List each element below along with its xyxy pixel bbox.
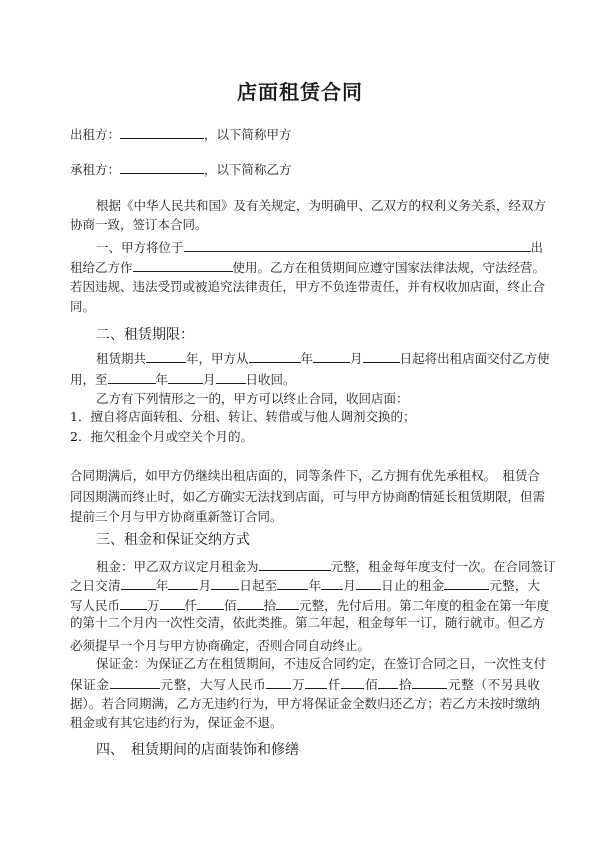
line-text: 租金：甲乙双方议定月租金为 [96,559,259,574]
lessee-label: 承租方： [70,162,121,177]
line-text: 日起至 [239,578,278,593]
line-text: 乙方有下列情形之一的，甲方可以终止合同，收回店面： [96,391,409,406]
line-text: 据）。若合同期满，乙方无违约行为，甲方将保证金全数归还乙方；若乙方未按时缴纳 [70,696,540,711]
line-text: 的第十二个月内一次性交清，依此类推。第二年起，租金每年一订，随行就市。但乙方 [70,615,546,630]
line-text: 月 [203,372,216,387]
line-text: 元整，先付后用。第二年度的租金在第一年度 [299,598,550,613]
contract-line [70,370,540,389]
line-text: 年，甲方从 [186,351,249,366]
contract-line [70,557,556,576]
line-text: 万 [291,677,306,692]
fill-in-blank [277,576,308,590]
lessor-label: 出租方： [70,127,121,142]
fill-in-blank [160,596,185,610]
line-text: 同因期满而终止时，如乙方确实无法找到店面，可与甲方协商酌情延长租赁期限，但需 [70,489,546,504]
section-heading [70,741,540,759]
line-text: 年 [308,578,322,593]
contract-line [70,508,540,526]
contract-line [70,390,540,408]
contract-line [70,488,546,506]
lessee-line [70,160,292,178]
fill-in-blank [341,675,364,689]
contract-line [70,695,540,713]
fill-in-blank [249,349,301,363]
contract-line [70,197,547,215]
contract-line [70,349,550,368]
line-text: 协商一致，签订本合同。 [70,217,208,232]
fill-in-blank [211,576,239,590]
lessor-line [70,125,292,143]
line-text: 一、甲方将位于 [96,240,184,255]
fill-in-blank [305,675,327,689]
line-text: 日起将出租店面交付乙方使 [399,351,550,366]
line-text: 佰 [364,677,379,692]
lessee-blank [120,160,204,174]
line-text: 根据《中华人民共和国》及有关规定，为明确甲、乙双方的权利义务关系，经双方 [96,198,547,213]
line-text: 佰 [224,598,237,613]
line-text: 租金或有其它违约行为，保证金不退。 [70,715,283,730]
fill-in-blank [237,596,264,610]
fill-in-blank [259,557,331,571]
contract-line [70,278,546,296]
line-text: 年 [155,578,169,593]
contract-line [70,714,540,732]
line-text: 元整，大写人民币 [159,677,267,692]
lessor-suffix: ，以下简称甲方 [204,127,292,142]
line-text: 二、租赁期限： [96,327,194,343]
section-heading [70,326,540,344]
fill-in-blank [321,576,343,590]
contract-line [70,238,544,257]
line-text: 三、租金和保证交纳方式 [96,532,250,548]
contract-line [70,428,540,446]
fill-in-blank [133,258,233,272]
fill-in-blank [108,370,156,384]
fill-in-blank [168,370,203,384]
line-text: 提前三个月与甲方协商重新签订合同。 [70,509,283,524]
fill-in-blank [444,576,489,590]
line-text: 用，至 [70,372,108,387]
line-text: 日止的租金 [380,578,445,593]
fill-in-blank [276,596,299,610]
fill-in-blank [197,596,224,610]
fill-in-blank [412,675,447,689]
line-text: 拾 [263,598,277,613]
line-text: 若因违规、违法受罚或被追究法律责任，甲方不负连带责任，并有权收加店面，终止合 [70,279,546,294]
line-text: 月 [350,351,363,366]
contract-line [70,655,547,673]
line-text: 出 [530,240,544,255]
lessee-suffix: ，以下简称乙方 [204,162,292,177]
fill-in-blank [110,675,160,689]
line-text: 租赁期共 [96,351,147,366]
lessor-blank [120,125,204,139]
fill-in-blank [120,596,147,610]
line-text: 月 [198,578,212,593]
line-text: 四、 租赁期间的店面装饰和修缮 [96,742,299,758]
contract-line [70,298,540,316]
fill-in-blank [121,576,156,590]
fill-in-blank [168,576,198,590]
contract-line [70,258,546,277]
line-text: 日收回。 [245,372,296,387]
contract-line [70,596,550,615]
line-text: 万 [147,598,160,613]
section-heading [70,531,540,549]
fill-in-blank [363,349,400,363]
line-text: 1．擅自将店面转租、分租、转让、转借或与他人调剂交换的； [70,409,416,424]
contract-line [70,614,546,632]
line-text: 年 [300,351,314,366]
contract-line [70,637,540,655]
line-text: 仟 [327,677,342,692]
line-text: 2．拖欠租金个月或空关个月的。 [70,429,253,444]
line-text: 必须提早一个月与甲方协商确定，否则合同自动终止。 [70,638,371,653]
fill-in-blank [313,349,350,363]
contract-line [70,408,540,426]
line-text: 元整，大 [489,578,540,593]
contract-line [70,216,540,234]
line-text: 保证金：为保证乙方在租赁期间，不违反合同约定，在签订合同之日，一次性支付 [96,656,547,671]
fill-in-blank [184,238,531,252]
fill-in-blank [266,675,291,689]
line-text: 仟 [184,598,198,613]
fill-in-blank [216,370,246,384]
line-text: 之日交清 [70,578,121,593]
fill-in-blank [356,576,381,590]
line-text: 租给乙方作 [70,260,133,275]
line-text: 元整（不另具收 [447,677,540,692]
contract-line [70,675,540,694]
fill-in-blank [378,675,398,689]
fill-in-blank [146,349,186,363]
contract-line [70,467,540,485]
line-text: 元整，租金每年度支付一次。在合同签订 [330,559,556,574]
line-text: 使用。乙方在租赁期间应遵守国家法律法规，守法经营。 [232,260,546,275]
line-text: 同。 [70,299,96,314]
line-text: 年 [155,372,169,387]
document-title: 店面租赁合同 [237,80,363,104]
line-text: 写人民币 [70,598,121,613]
line-text: 保证金 [70,677,110,692]
contract-line [70,576,540,595]
line-text: 月 [343,578,356,593]
line-text: 合同期满后，如甲方仍继续出租店面的，同等条件下，乙方拥有优先承租权。 租赁合 [70,468,540,483]
line-text: 拾 [398,677,413,692]
